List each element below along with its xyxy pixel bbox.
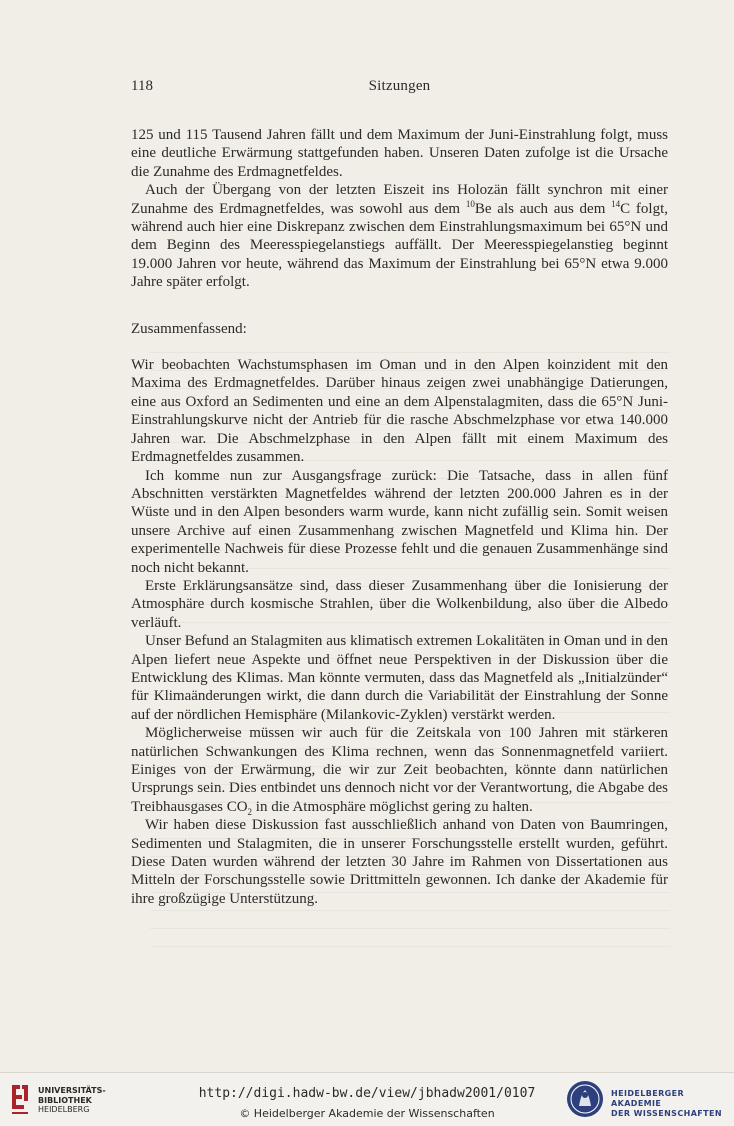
page-header — [131, 78, 668, 98]
running-title: Sitzungen — [368, 78, 431, 94]
isotope-10-superscript: 10 — [465, 198, 475, 209]
copyright-notice: © Heidelberger Akademie der Wissenschaften — [239, 1107, 495, 1120]
permalink-url[interactable]: http://digi.hadw-bw.de/view/jbhadw2001/0107 — [198, 1086, 536, 1101]
paragraph-8: Wir haben diese Diskussion fast ausschließlich anhand von Daten von Baumringen, Sedimenten und Stalagmiten, die in unserer Forschungsstelle erstellt wurden, geführt. Diese Daten wurden während der letzten 30 Jahre im Rahmen von Dissertationen aus Mitteln der Forschungsstelle sowie Drittmitteln gewonnen. Ich danke der Akademie für ihre großzügige Unterstützung. — [131, 817, 668, 907]
paragraph-7-part-b: in die Atmosphäre möglichst gering zu halten. — [252, 798, 533, 815]
paragraph-1: 125 und 115 Tausend Jahren fällt und dem Maximum der Juni-Einstrahlung folgt, muss eine deutliche Erwärmung stattgefunden haben. Unseren Daten zufolge ist die Ursache die Zunahme des Erdmagnetfeldes. — [131, 127, 668, 180]
paragraph-6: Unser Befund an Stalagmiten aus klimatisch extremen Lokalitäten in Oman und in den Alpen liefert neue Aspekte und öffnet neue Perspektiven in der Diskussion über die Entwicklung des Klimas. Man könnte vermuten, dass das Magnetfeld als „Initialzünder“ für Klimaänderungen wirkt, die dann durch die Variabilität der Einstrahlung der Sonne auf der nördlichen Hemisphäre (Milankovic-Zyklen) verstärkt werden. — [131, 633, 668, 723]
paragraph-3: Wir beobachten Wachstumsphasen im Oman und in den Alpen koinzident mit den Maxima des Erdmagnetfeldes. Darüber hinaus zeigen zwei unabhängige Datierungen, eine aus Oxford an Sedimenten und eine an dem Alpenstalagmiten, dass die 65°N Juni-Einstrahlungskurve nicht der Antrieb für die rasche Abschmelzphase vor etwa 140.000 Jahren war. Die Abschmelzphase in den Alpen fällt mit einem Maximum des Erdmagnetfeldes zusammen. — [131, 357, 668, 466]
digitization-footer — [0, 1072, 734, 1126]
paragraph-4: Ich komme nun zur Ausgangsfrage zurück: Die Tatsache, dass in allen fünf Abschnitten verstärkten Magnetfeldes während der letzten 200.000 Jahren es in der Wüste und in den Alpen besonders warm wurde, kann nicht zufällig sein. Somit weisen unsere Archive auf einen Zusammenhang zwischen Magnetfeld und Klima hin. Der experimentelle Nachweis für diese Prozesse fehlt und die genauen Zusammenhänge sind noch nicht bekannt. — [131, 467, 668, 576]
academy-name — [611, 1089, 734, 1119]
library-line-2: BIBLIOTHEK — [38, 1095, 92, 1105]
academy-line-1: HEIDELBERGER AKADEMIE — [611, 1089, 685, 1108]
paragraph-7-part-a: Möglicherweise müssen wir auch für die Zeitskala von 100 Jahren mit stärkeren natürlichen Schwankungen des Klima rechnen, wenn das Sonnenmagnetfeld variiert. Einiges von der Erwärmung, die wir zur Zeit beobachten, könnte dann natürlichen Ursprungs sein. Dies entbindet uns dennoch nicht vor der Verantwortung, die Abgabe des Treibhausgases CO — [131, 725, 668, 815]
paragraph-7 — [131, 724, 668, 816]
paragraph-2 — [131, 181, 668, 291]
section-heading: Zusammenfassend: — [131, 320, 247, 337]
paragraph-5: Erste Erklärungsansätze sind, dass dieser Zusammenhang über die Ionisierung der Atmosphäre durch kosmische Strahlen, über die Wolkenbildung, also über die Albedo verläuft. — [131, 577, 668, 631]
page-number: 118 — [131, 78, 153, 94]
paragraph-2-part-b: Be als auch aus dem — [474, 200, 612, 217]
academy-line-2: DER WISSENSCHAFTEN — [611, 1109, 722, 1118]
library-line-1: UNIVERSITÄTS- — [38, 1086, 106, 1095]
co2-subscript: 2 — [247, 806, 253, 817]
paragraph-2-part-a: Auch der Übergang von der letzten Eiszeit ins Holozän fällt synchron mit einer Zunahme des Erdmagnetfeldes, was sowohl aus dem — [131, 182, 668, 217]
academy-seal-icon — [566, 1080, 604, 1118]
isotope-14-superscript: 14 — [611, 198, 621, 209]
body-text — [131, 126, 668, 908]
library-line-3: HEIDELBERG — [38, 1105, 90, 1114]
paragraph-2-part-c: C folgt, während auch hier eine Diskrepanz zwischen dem Einstrahlungsmaximum bei 65°N und dem Beginn des Meeresspiegelanstiegs auffällt. Der Meeresspiegelanstieg beginnt 19.000 Jahren vor heute, während das Maximum der Einstrahlung bei 65°N etwa 9.000 Jahre später erfolgt. — [131, 200, 669, 291]
